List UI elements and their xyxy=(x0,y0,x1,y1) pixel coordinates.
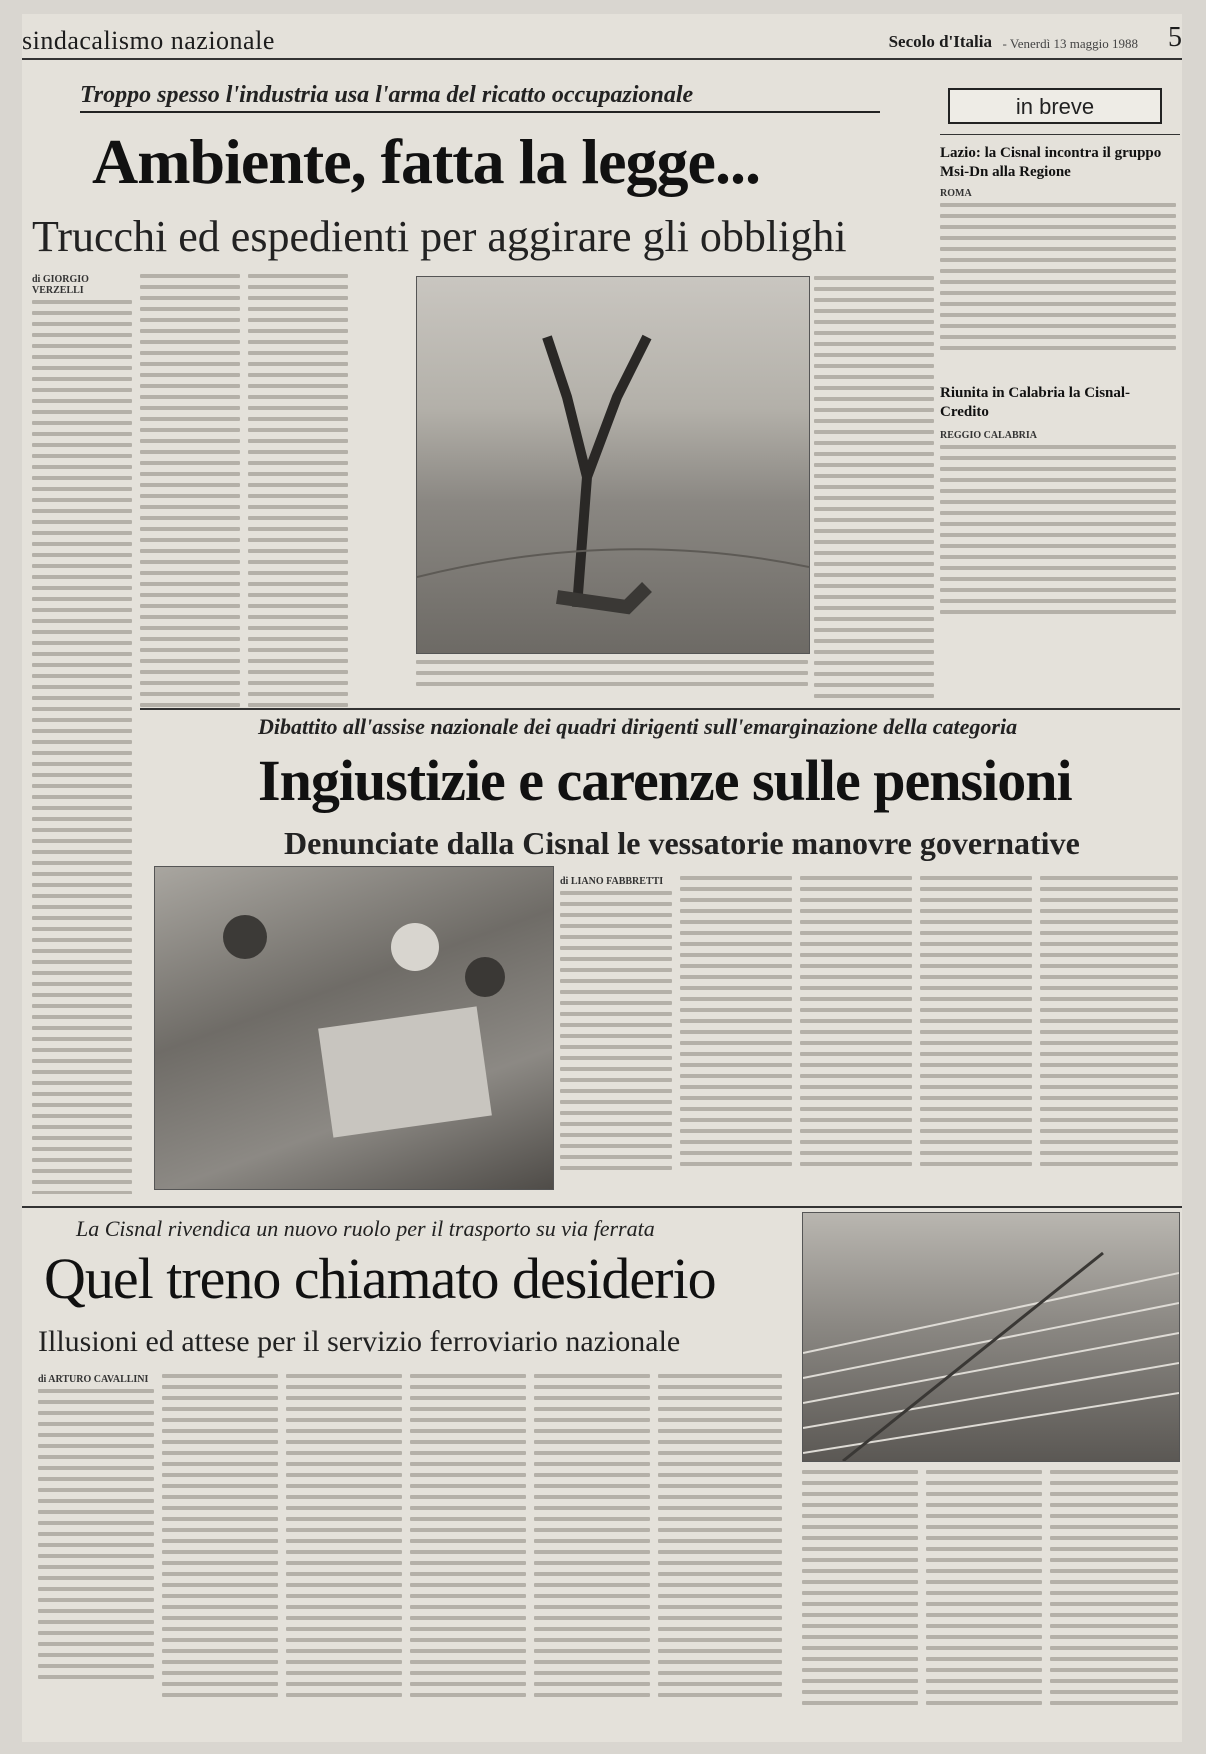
article3-headline: Quel treno chiamato desiderio xyxy=(44,1246,716,1311)
article3-column-6 xyxy=(658,1374,782,1734)
article3-byline: di ARTURO CAVALLINI xyxy=(38,1374,149,1385)
brief-item-1-body xyxy=(940,188,1176,368)
article1-photo-tree xyxy=(416,276,810,654)
article3-kicker: La Cisnal rivendica un nuovo ruolo per il trasporto su via ferrata xyxy=(76,1216,655,1241)
article2-byline: di LIANO FABBRETTI xyxy=(560,876,664,887)
article1-subhead: Trucchi ed espedienti per aggirare gli obblighi xyxy=(32,212,847,261)
meeting-image xyxy=(155,867,553,1189)
article1-column-2 xyxy=(140,274,240,714)
article1-photo-caption-cols xyxy=(416,660,808,700)
in-breve-box xyxy=(940,88,1180,648)
article1-column-1 xyxy=(32,274,132,1194)
railway-tracks-image xyxy=(803,1213,1179,1461)
article2-headline: Ingiustizie e carenze sulle pensioni xyxy=(258,748,1072,813)
tree-image xyxy=(417,277,809,653)
article1-column-3 xyxy=(248,274,348,714)
article2-column-5 xyxy=(1040,876,1178,1188)
newspaper-name: Secolo d'Italia xyxy=(888,32,992,51)
article3-column-7 xyxy=(802,1470,918,1734)
brief-item-1-dateline: ROMA xyxy=(940,188,972,199)
article3-column-3 xyxy=(286,1374,402,1734)
article3-subhead: Illusioni ed attese per il servizio ferroviario nazionale xyxy=(38,1325,681,1358)
in-breve-tab xyxy=(948,88,1162,124)
article2-kicker: Dibattito all'assise nazionale dei quadri dirigenti sull'emarginazione della categoria xyxy=(258,714,1018,739)
article3-photo-railway xyxy=(802,1212,1180,1462)
article3-column-9 xyxy=(1050,1470,1178,1734)
article2-photo-meeting xyxy=(154,866,554,1190)
issue-date: - Venerdì 13 maggio 1988 xyxy=(1002,36,1138,51)
brief-item-2-dateline: REGGIO CALABRIA xyxy=(940,430,1037,441)
brief-item-1-title: Lazio: la Cisnal incontra il gruppo Msi-Dn alla Regione xyxy=(940,145,1162,180)
article3-column-4 xyxy=(410,1374,526,1734)
article3-column-5 xyxy=(534,1374,650,1734)
article1-byline: di GIORGIO VERZELLI xyxy=(32,274,89,296)
page-number: 5 xyxy=(1168,22,1182,53)
article1-column-4 xyxy=(814,276,934,700)
in-breve-label: in breve xyxy=(1015,94,1095,119)
article2-subhead: Denunciate dalla Cisnal le vessatorie manovre governative xyxy=(284,825,1080,861)
brief-item-2-body xyxy=(940,430,1176,640)
article3-column-1 xyxy=(38,1374,154,1734)
brief-item-2-title: Riunita in Calabria la Cisnal-Credito xyxy=(940,385,1131,420)
article3-column-8 xyxy=(926,1470,1042,1734)
article1-headline: Ambiente, fatta la legge... xyxy=(92,126,760,197)
article2-column-1 xyxy=(560,876,672,1188)
article3-column-2 xyxy=(162,1374,278,1734)
newspaper-page xyxy=(22,14,1182,1742)
article2-column-3 xyxy=(800,876,912,1188)
masthead xyxy=(22,22,1182,60)
article1-kicker: Troppo spesso l'industria usa l'arma del ricatto occupazionale xyxy=(80,82,880,113)
article2-column-4 xyxy=(920,876,1032,1188)
section-name: sindacalismo nazionale xyxy=(22,26,275,55)
article2-column-2 xyxy=(680,876,792,1188)
